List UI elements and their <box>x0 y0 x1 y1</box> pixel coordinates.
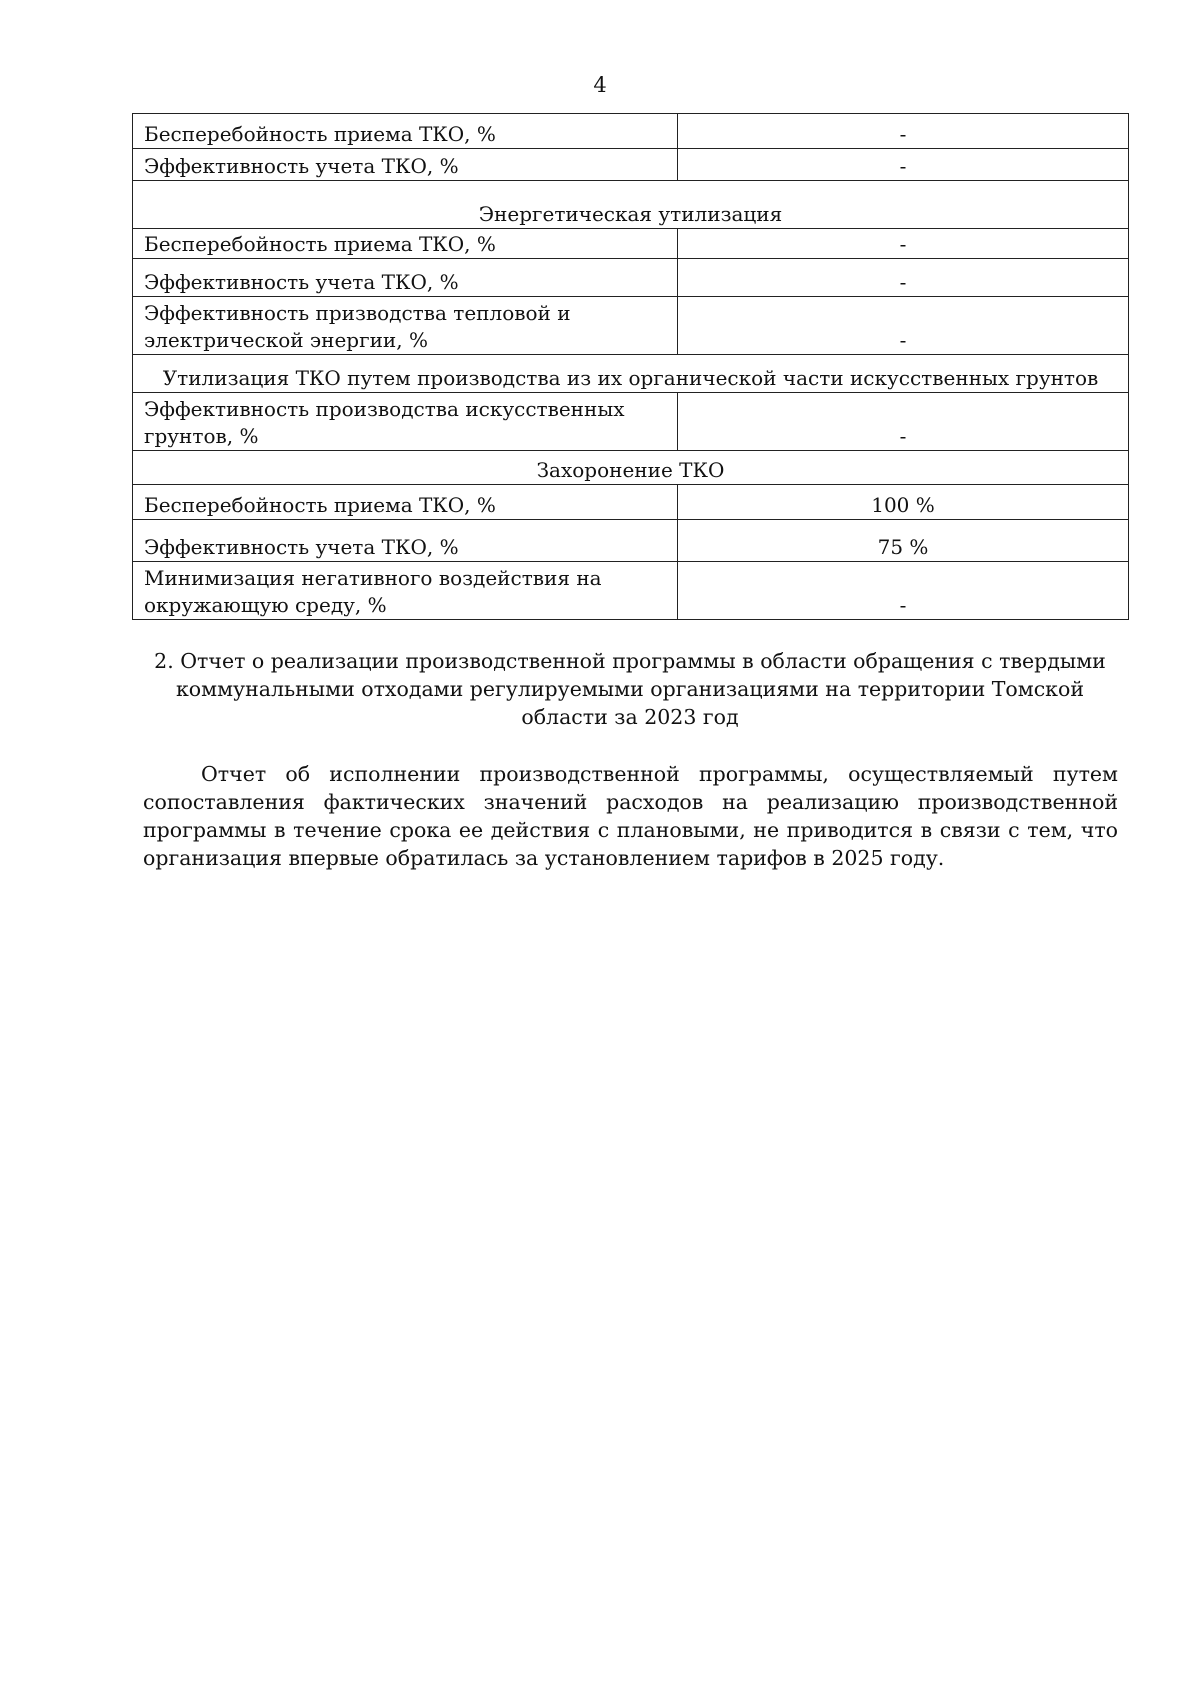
indicator-value: 100 % <box>678 485 1129 520</box>
section-title: Энергетическая утилизация <box>133 181 1129 229</box>
table-row <box>133 562 1129 620</box>
section-2-heading: 2. Отчет о реализации производственной программы в области обращения с твердыми коммунальными отходами регулируемыми организациями на территории Томской области за 2023 год <box>154 649 1106 729</box>
indicator-label: Бесперебойность приема ТКО, % <box>133 229 678 259</box>
section-row <box>133 355 1129 393</box>
section-title: Утилизация ТКО путем производства из их органической части искусственных грунтов <box>133 355 1129 393</box>
indicators-table <box>132 113 1129 620</box>
indicator-value: - <box>678 114 1129 149</box>
section-row <box>133 181 1129 229</box>
indicator-value: - <box>678 393 1129 451</box>
table-row <box>133 297 1129 355</box>
section-2-body: Отчет об исполнении производственной программы, осуществляемый путем сопоставления фактических значений расходов на реализацию производственной программы в течение срока ее действия с плановыми, не приводится в связи с тем, что организация впервые обратилась за установлением тарифов в 2025 году. <box>143 762 1118 870</box>
indicator-label: Бесперебойность приема ТКО, % <box>133 114 678 149</box>
section-row <box>133 451 1129 485</box>
indicator-label: Эффективность учета ТКО, % <box>133 259 678 297</box>
indicator-value: - <box>678 562 1129 620</box>
table-row <box>133 149 1129 181</box>
indicator-value: - <box>678 297 1129 355</box>
table-row <box>133 259 1129 297</box>
table-row <box>133 114 1129 149</box>
table-row <box>133 393 1129 451</box>
indicator-label: Эффективность учета ТКО, % <box>133 149 678 181</box>
page-number: 4 <box>593 73 607 97</box>
indicator-label: Минимизация негативного воздействия на окружающую среду, % <box>133 562 678 620</box>
indicator-value: - <box>678 229 1129 259</box>
indicator-value: - <box>678 149 1129 181</box>
table-row <box>133 520 1129 562</box>
indicator-value: - <box>678 259 1129 297</box>
section-title: Захоронение ТКО <box>133 451 1129 485</box>
table-row <box>133 485 1129 520</box>
indicator-label: Бесперебойность приема ТКО, % <box>133 485 678 520</box>
indicator-label: Эффективность производства искусственных грунтов, % <box>133 393 678 451</box>
indicator-value: 75 % <box>678 520 1129 562</box>
table-row <box>133 229 1129 259</box>
indicator-label: Эффективность призводства тепловой и электрической энергии, % <box>133 297 678 355</box>
indicator-label: Эффективность учета ТКО, % <box>133 520 678 562</box>
